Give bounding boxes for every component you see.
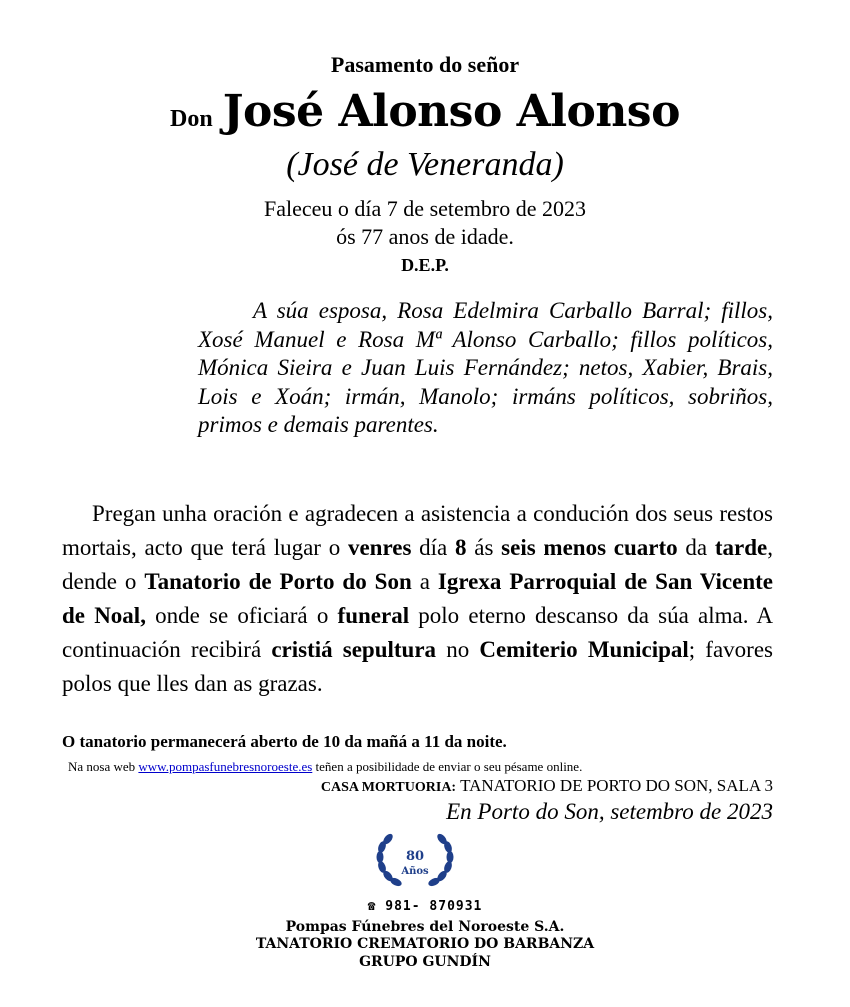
place-date: En Porto do Son, setembro de 2023 — [446, 799, 773, 824]
body-text: polo eterno descanso da súa alma. A continuación recibirá — [62, 603, 774, 662]
anniversary-logo — [372, 832, 458, 894]
body-text: da — [677, 535, 715, 560]
mortuary-info — [321, 776, 773, 796]
web-text: teñen a posibilidade de enviar o seu pésame online. — [312, 759, 583, 774]
body-bold: cristiá sepultura — [271, 637, 437, 662]
body-text: ; favores polos que lles dan as grazas. — [62, 637, 773, 696]
body-text: onde se oficiará o — [145, 603, 338, 628]
death-date: Faleceu o día 7 de setembro de 2023 — [264, 196, 586, 221]
body-bold: Cemiterio Municipal — [479, 637, 689, 662]
body-bold: tarde — [714, 535, 768, 560]
notice-heading: Pasamento do señor — [330, 52, 520, 77]
web-notice — [68, 759, 582, 775]
telephone-icon: ☎ — [367, 899, 377, 914]
deceased-alias: (José de Veneranda) — [286, 146, 564, 183]
logo-number: 80 — [405, 849, 425, 864]
company-name: Pompas Fúnebres del Noroeste S.A. — [285, 919, 565, 935]
web-text: Na nosa web — [68, 759, 139, 774]
body-bold: venres — [347, 535, 412, 560]
body-text: , dende o — [62, 535, 773, 594]
company-group: GRUPO GUNDÍN — [359, 954, 491, 970]
body-bold: 8 — [455, 535, 467, 560]
body-text: Pregan unha oración e agradecen a asistencia a condución dos seus restos mortais, acto que terá lugar o — [62, 501, 773, 560]
opening-hours: O tanatorio permanecerá aberto de 10 da mañá a 11 da noite. — [62, 732, 507, 751]
family-paragraph: A súa esposa, Rosa Edelmira Carballo Barral; fillos, Xosé Manuel e Rosa Mª Alonso Carballo; fillos políticos, Mónica Sieira e Juan Luis Fernández; netos, Xabier, Brais, Lois e Xoán; irmán, Manolo; irmáns políticos, sobriños, primos e demais parentes. — [198, 298, 773, 437]
mortuary-label: CASA MORTUORIA: — [320, 780, 457, 795]
phone-number: 981- 870931 — [385, 899, 483, 914]
body-bold: funeral — [337, 603, 410, 628]
title-prefix: Don — [170, 106, 213, 132]
body-bold: seis menos cuarto — [501, 535, 678, 560]
company-tanatorio: TANATORIO CREMATORIO DO BARBANZA — [255, 936, 595, 952]
deceased-name-line — [0, 86, 850, 137]
phone-line — [0, 899, 850, 914]
deceased-name: José Alonso Alonso — [222, 86, 680, 137]
death-age: ós 77 anos de idade. — [336, 224, 514, 249]
body-text: no — [436, 637, 480, 662]
body-text: ás — [466, 535, 502, 560]
body-text: día — [411, 535, 456, 560]
website-link[interactable]: www.pompasfunebresnoroeste.es — [138, 759, 313, 774]
body-text: a — [411, 569, 438, 594]
death-info — [0, 195, 850, 251]
rip-label: D.E.P. — [401, 255, 449, 275]
body-bold: Igrexa Parroquial de San Vicente de Noal, — [62, 569, 774, 628]
body-bold: Tanatorio de Porto do Son — [144, 569, 412, 594]
logo-word: Años — [401, 866, 429, 877]
mortuary-value: TANATORIO DE PORTO DO SON, SALA 3 — [460, 776, 773, 795]
ceremony-paragraph — [62, 497, 773, 701]
